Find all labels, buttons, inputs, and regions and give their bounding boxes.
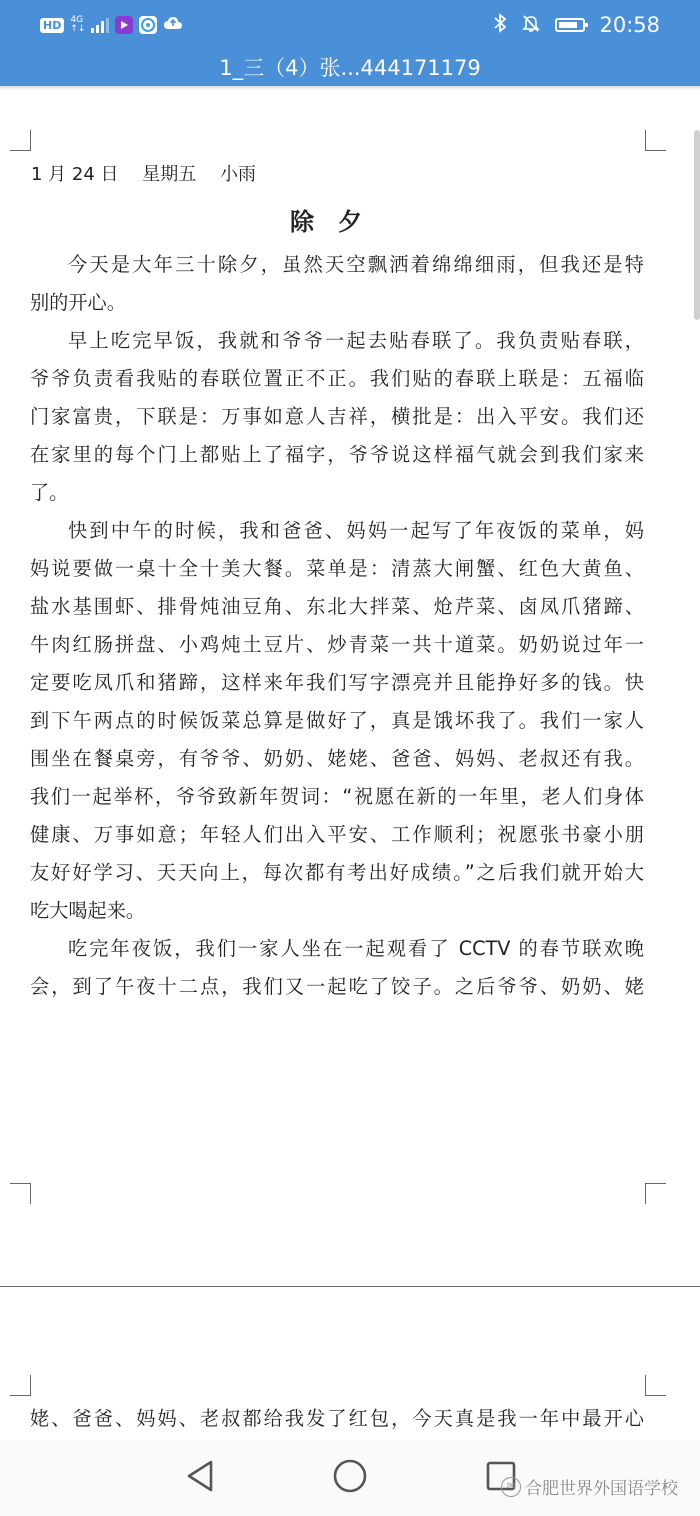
network-type xyxy=(70,16,85,34)
wechat-official-account-icon: ✉ xyxy=(501,1477,521,1497)
bluetooth-icon xyxy=(493,13,507,37)
document-scrollbar[interactable] xyxy=(694,130,700,320)
page2-corner-mark-top-left xyxy=(10,1375,31,1396)
signal-bar xyxy=(96,25,99,34)
text-line: 吃大喝起来。 xyxy=(30,899,146,922)
page-corner-mark-bottom-right xyxy=(645,1183,666,1204)
back-triangle-icon xyxy=(181,1456,221,1496)
text-line: 健康、万事如意；年轻人们出入平安、工作顺利；祝愿张书豪小朋 xyxy=(30,823,644,846)
document-body[interactable] xyxy=(30,246,644,1006)
network-type-label: 4G xyxy=(70,15,84,25)
text-line: 吃完年夜饭，我们一家人坐在一起观看了 CCTV 的春节联欢晚 xyxy=(68,937,644,960)
home-button[interactable] xyxy=(330,1456,370,1496)
video-app-icon xyxy=(115,16,133,34)
text-line: 牛肉红肠拼盘、小鸡炖土豆片、炒青菜一共十道菜。奶奶说过年一 xyxy=(30,633,644,656)
text-line: 我们一起举杯，爷爷致新年贺词：“祝愿在新的一年里，老人们身体 xyxy=(30,785,644,808)
paragraph xyxy=(30,512,644,930)
text-line: 爷爷负责看我贴的春联位置正不正。我们贴的春联上联是：五福临 xyxy=(30,367,644,390)
text-line: 盐水基围虾、排骨炖油豆角、东北大拌菜、炝芹菜、卤凤爪猪蹄、 xyxy=(30,595,644,618)
status-bar xyxy=(0,0,700,50)
clock-time: 20:58 xyxy=(599,13,660,37)
title-bar-shadow xyxy=(0,86,700,90)
text-line: 友好好学习、天天向上，每次都有考出好成绩。”之后我们就开始大 xyxy=(30,861,644,884)
home-circle-icon xyxy=(330,1456,370,1496)
page2-corner-mark-top-right xyxy=(645,1375,666,1396)
diary-date-line: 1 月 24 日 星期五 小雨 xyxy=(31,164,256,185)
signal-bar xyxy=(106,18,109,34)
text-line: 今天是大年三十除夕，虽然天空飘洒着绵绵细雨，但我还是特 xyxy=(68,253,644,276)
signal-bar xyxy=(91,28,94,33)
text-line: 妈说要做一桌十全十美大餐。菜单是：清蒸大闸蟹、红色大黄鱼、 xyxy=(30,557,644,580)
text-line: 到下午两点的时候饭菜总算是做好了，真是饿坏我了。我们一家人 xyxy=(30,709,644,732)
network-activity-label: ↑↓ xyxy=(70,24,86,34)
paragraph xyxy=(30,930,644,1006)
page2-text-line: 姥、爸爸、妈妈、老叔都给我发了红包，今天真是我一年中最开心 xyxy=(30,1407,644,1430)
back-button[interactable] xyxy=(181,1456,221,1496)
text-line: 在家里的每个门上都贴上了福字，爷爷说这样福气就会到我们家来 xyxy=(30,443,644,466)
text-line: 定要吃凤爪和猪蹄，这样来年我们写字漂亮并且能挣好多的钱。快 xyxy=(30,671,644,694)
page-corner-mark-top-right xyxy=(645,130,666,151)
signal-bar xyxy=(101,21,104,33)
page-corner-mark-bottom-left xyxy=(10,1183,31,1204)
status-right-icons xyxy=(493,0,660,50)
page-break-line xyxy=(0,1286,700,1287)
document-title-bar xyxy=(0,50,700,86)
diary-title: 除夕 xyxy=(290,208,386,236)
mute-bell-icon xyxy=(521,13,541,37)
paragraph xyxy=(30,322,644,512)
hd-voice-badge: HD xyxy=(40,18,64,33)
text-line: 早上吃完早饭，我就和爷爷一起去贴春联了。我负责贴春联， xyxy=(68,329,644,352)
page-corner-mark-top-left xyxy=(10,130,31,151)
signal-strength-icon xyxy=(91,17,109,33)
text-line: 围坐在餐桌旁，有爷爷、奶奶、姥姥、爸爸、妈妈、老叔还有我。 xyxy=(30,747,644,770)
battery-icon xyxy=(555,18,585,32)
watermark-text: 合肥世界外国语学校 xyxy=(525,1479,678,1499)
text-line: 别的开心。 xyxy=(30,291,126,314)
text-line: 了。 xyxy=(30,481,69,504)
battery-level-fill xyxy=(559,22,577,28)
document-file-name[interactable]: 1_三（4）张...444171179 xyxy=(219,56,481,80)
text-line: 快到中午的时候，我和爸爸、妈妈一起写了年夜饭的菜单，妈 xyxy=(68,519,644,542)
status-left-icons xyxy=(40,15,183,35)
watermark xyxy=(501,1474,678,1499)
text-line: 门家富贵，下联是：万事如意人吉祥，横批是：出入平安。我们还 xyxy=(30,405,644,428)
paragraph xyxy=(30,246,644,322)
text-line: 会，到了午夜十二点，我们又一起吃了饺子。之后爷爷、奶奶、姥 xyxy=(30,975,644,998)
cloud-sync-icon xyxy=(163,15,183,35)
browser-app-icon xyxy=(139,16,157,34)
